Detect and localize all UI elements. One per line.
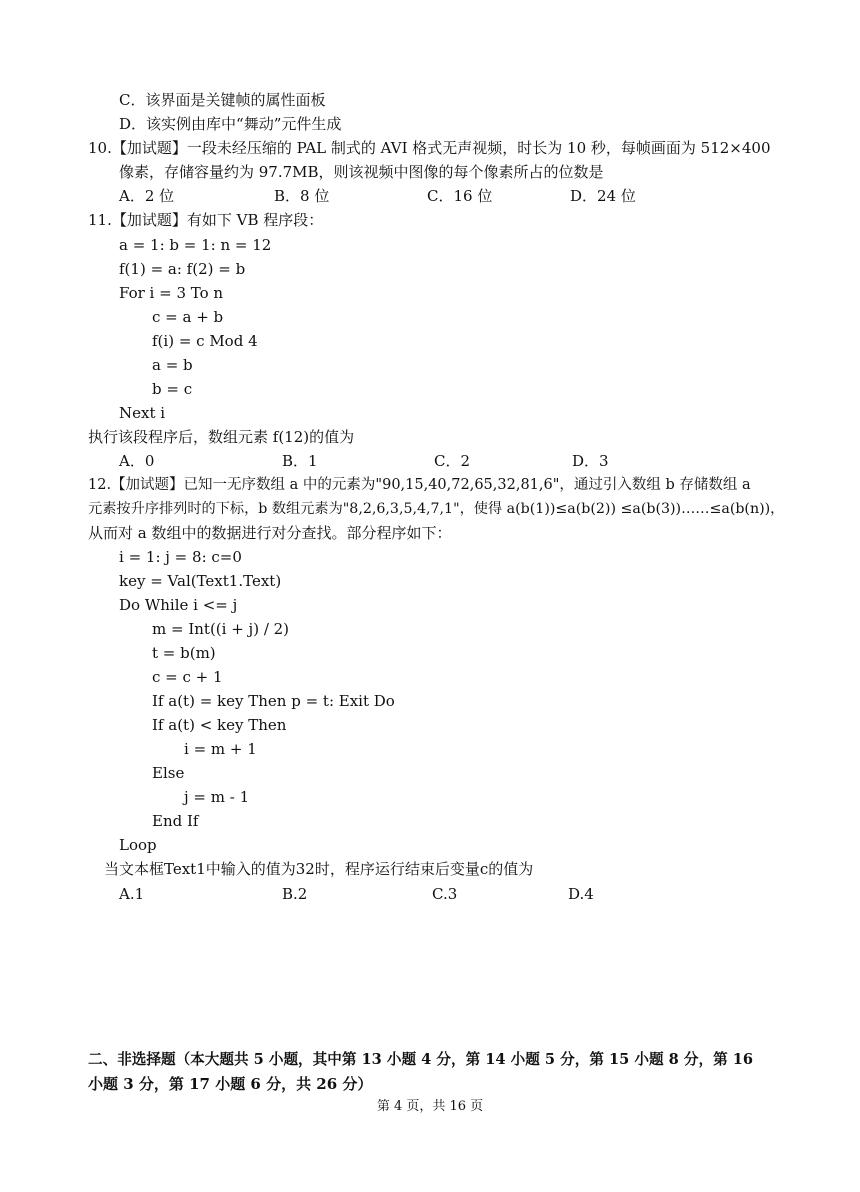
- q12-code-line: If a(t) = key Then p = t: Exit Do: [152, 692, 395, 710]
- q10-stem-line1: 10.【加试题】一段未经压缩的 PAL 制式的 AVI 格式无声视频，时长为 10 秒，每帧画面为 512×400: [88, 139, 771, 157]
- q12-code-line: Else: [152, 764, 185, 782]
- q12-code-line: i = 1: j = 8: c=0: [119, 548, 242, 566]
- q12-stem-line3: 从而对 a 数组中的数据进行对分查找。部分程序如下：: [88, 524, 452, 542]
- q12-code-line: c = c + 1: [152, 668, 223, 686]
- page-footer: 第 4 页，共 16 页: [376, 1099, 484, 1114]
- q11-code-line: f(1) = a: f(2) = b: [119, 260, 246, 278]
- q12-option-b: B.2: [282, 885, 308, 903]
- q11-code-line: a = b: [152, 356, 193, 374]
- q12-stem-line2: 元素按升序排列时的下标，b 数组元素为"8,2,6,3,5,4,7,1"，使得 a(b(1))≤a(b(2)) ≤a(b(3))……≤a(b(n))，: [88, 501, 785, 517]
- q11-question: 执行该段程序后，数组元素 f(12)的值为: [88, 428, 355, 446]
- q11-option-a: A．0: [119, 452, 155, 470]
- q12-code-line: End If: [152, 812, 199, 830]
- q11-title: 11.【加试题】有如下 VB 程序段：: [88, 211, 324, 229]
- q12-option-a: A.1: [119, 885, 145, 903]
- q11-option-c: C．2: [434, 452, 471, 470]
- q12-code-line: Do While i <= j: [119, 596, 238, 614]
- q12-code-line: m = Int((i + j) / 2): [152, 620, 290, 638]
- q10-stem-line2: 像素，存储容量约为 97.7MB，则该视频中图像的每个像素所占的位数是: [119, 163, 604, 181]
- q12-code-line: j = m - 1: [184, 788, 250, 806]
- q12-option-c: C.3: [432, 885, 458, 903]
- q12-code-line: i = m + 1: [184, 740, 257, 758]
- q11-code-line: f(i) = c Mod 4: [152, 332, 258, 350]
- q10-option-c: C．16 位: [427, 187, 493, 205]
- q9-option-c: C．该界面是关键帧的属性面板: [119, 91, 326, 109]
- q12-code-line: Loop: [119, 836, 157, 854]
- q12-code-line: If a(t) < key Then: [152, 716, 287, 734]
- q10-option-d: D．24 位: [570, 187, 636, 205]
- q11-code-line: b = c: [152, 380, 193, 398]
- q12-code-line: key = Val(Text1.Text): [119, 572, 282, 590]
- q10-option-a: A．2 位: [119, 187, 175, 205]
- q11-option-b: B．1: [282, 452, 318, 470]
- q9-option-d: D．该实例由库中“舞动”元件生成: [119, 115, 342, 133]
- q11-code-line: Next i: [119, 404, 166, 422]
- q11-code-line: For i = 3 To n: [119, 284, 224, 302]
- q12-stem-line1: 12.【加试题】已知一无序数组 a 中的元素为"90,15,40,72,65,32,81,6"，通过引入数组 b 存储数组 a: [88, 477, 751, 493]
- q12-question: 当文本框Text1中输入的值为32时，程序运行结束后变量c的值为: [104, 860, 534, 878]
- q11-code-line: a = 1: b = 1: n = 12: [119, 236, 272, 254]
- q11-option-d: D．3: [572, 452, 609, 470]
- q12-code-line: t = b(m): [152, 644, 216, 662]
- section-heading-line1: 二、非选择题（本大题共 5 小题，其中第 13 小题 4 分，第 14 小题 5 分，第 15 小题 8 分，第 16: [88, 1051, 754, 1068]
- q10-option-b: B．8 位: [274, 187, 330, 205]
- q11-code-line: c = a + b: [152, 308, 224, 326]
- q12-option-d: D.4: [568, 885, 594, 903]
- section-heading-line2: 小题 3 分，第 17 小题 6 分，共 26 分）: [88, 1075, 373, 1093]
